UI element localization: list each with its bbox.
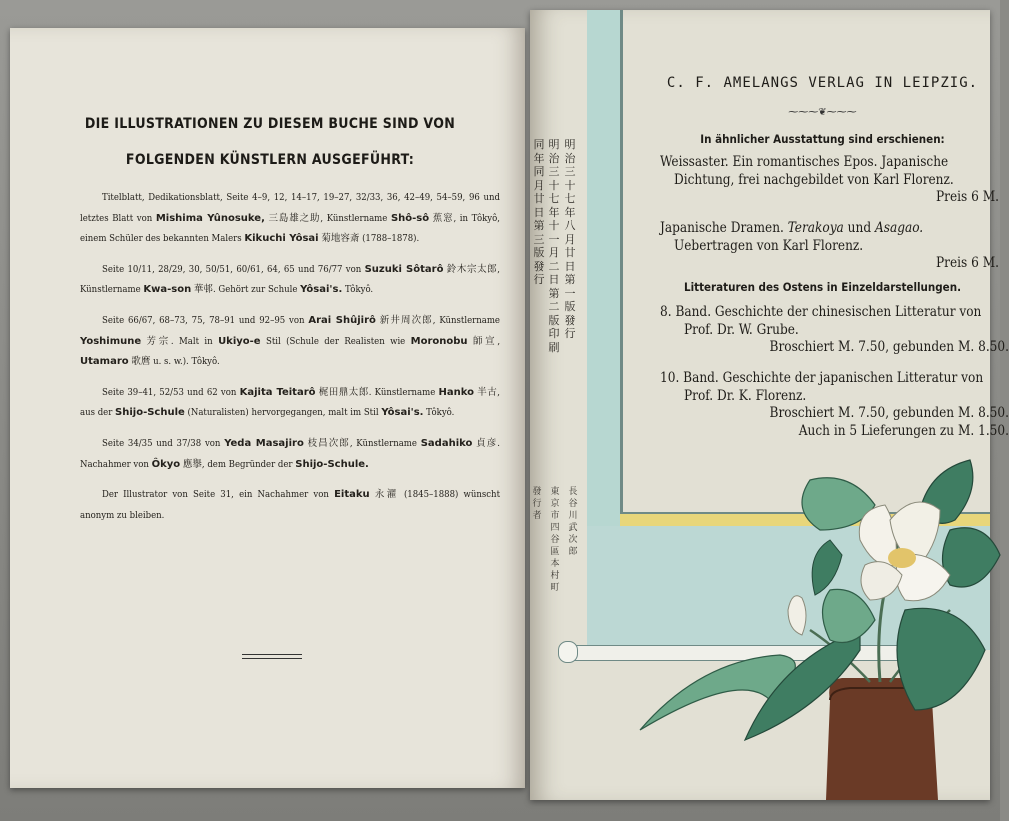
price-weissaster: Preis 6 M. [935, 189, 999, 205]
delivery-vol10: Auch in 5 Lieferungen zu M. 1.50. [798, 422, 1009, 439]
flower-illustration [530, 10, 990, 800]
right-page [530, 10, 1009, 800]
price-vol8: Broschiert M. 7.50, gebunden M. 8.50. [769, 339, 1009, 355]
colophon-address: 東京市四谷區本村町 [550, 487, 560, 593]
left-page [10, 28, 525, 788]
credit-paragraph-2: Seite 10/11, 28/29, 30, 50/51, 60/61, 64, 65 und 76/77 von Suzuki Sôtarô 鈴木宗太郎, Künstlername Kwa-son 華邨. Gehört zur Schule Yôsai's. Tôkyô. [80, 263, 500, 296]
blossom-center [888, 548, 916, 568]
colophon-column-2: 明治三十七年十一月二日第二版印刷 [548, 138, 560, 354]
price-dramen: Preis 6 M. [935, 255, 999, 271]
colophon-publisher-name: 長谷川武次郎 [568, 487, 578, 557]
colophon-column-3: 同年同月廿日第三版發行 [533, 138, 545, 286]
section-heading-literatures: Litteraturen des Ostens in Einzeldarstellungen. [684, 280, 961, 294]
book-entry-weissaster: Weissaster. Ein romantisches Epos. Japanische Dichtung, frei nachgebildet von Karl Florenz. Preis 6 M. [660, 154, 999, 205]
price-vol10: Broschiert M. 7.50, gebunden M. 8.50. [769, 405, 1009, 421]
book-entry-vol10: 10. Band. Geschichte der japanischen Litteratur von Prof. Dr. K. Florenz. Broschiert M. 7.50, gebunden M. 8.50. Auch in 5 Lieferungen zu M. 1.50. [660, 370, 1009, 439]
credit-paragraph-4: Seite 39–41, 52/53 und 62 von Kajita Teitarô 梶田鼎太郎. Künstlername Hanko 半古, aus der Shijo-Schule (Naturalisten) hervorgegangen, malt im Stil Yôsai's. Tôkyô. [80, 386, 500, 419]
ornament-flourish: ⁓⁓⁓❦⁓⁓⁓ [788, 107, 857, 118]
artist-credits [80, 188, 500, 536]
credit-paragraph-3: Seite 66/67, 68–73, 75, 78–91 und 92–95 von Arai Shûjirô 新井周次郎, Künstlername Yoshimune 芳宗. Malt in Ukiyo-e Stil (Schule der Realisten wie Moronobu 師宣, Utamaro 歌麿 u. s. w.). Tôkyô. [80, 314, 501, 368]
leaf-small [812, 540, 842, 595]
colophon-column-1: 明治三十七年八月廿日第一版發行 [564, 138, 576, 340]
illustrations-heading-line1: DIE ILLUSTRATIONEN ZU DIESEM BUCHE SIND VON [84, 116, 456, 132]
double-rule-top [242, 654, 302, 655]
flower-bud [788, 596, 806, 635]
section-heading-similar: In ähnlicher Ausstattung sind erschienen: [700, 132, 945, 146]
credit-paragraph-5: Seite 34/35 und 37/38 von Yeda Masajiro 枝昌次郎, Künstlername Sadahiko 貞彦. Nachahmer von Ôkyo 應擧, dem Begründer der Shijo-Schule. [80, 437, 501, 470]
petal-4 [861, 562, 902, 600]
colophon-publisher-label: 發行者 [532, 487, 542, 521]
book-entry-vol8: 8. Band. Geschichte der chinesischen Litteratur von Prof. Dr. W. Grube. Broschiert M. 7.50, gebunden M. 8.50. [660, 304, 1009, 355]
publisher-title: C. F. AMELANGS VERLAG IN LEIPZIG. [666, 75, 979, 91]
credit-paragraph-6: Der Illustrator von Seite 31, ein Nachahmer von Eitaku 永濯 (1845–1888) wünscht anonym zu bleiben. [80, 489, 500, 521]
book-entry-dramen: Japanische Dramen. Terakoya und Asagao. Uebertragen von Karl Florenz. Preis 6 M. [660, 220, 999, 271]
illustrations-heading-line2: FOLGENDEN KÜNSTLERN AUSGEFÜHRT: [125, 152, 415, 168]
leaf-large-right [897, 608, 985, 710]
credit-paragraph-1: Titelblatt, Dedikationsblatt, Seite 4–9, 12, 14–17, 19–27, 32/33, 36, 42–49, 54–59, 96 und letztes Blatt von Mishima Yûnosuke, 三島雄之助, Künstlername Shô-sô 蕉窓, in Tôkyô, einem Schüler des bekannten Malers Kikuchi Yôsai 菊地容斎 (1788–1878). [80, 192, 500, 245]
double-rule-bottom [242, 658, 302, 659]
